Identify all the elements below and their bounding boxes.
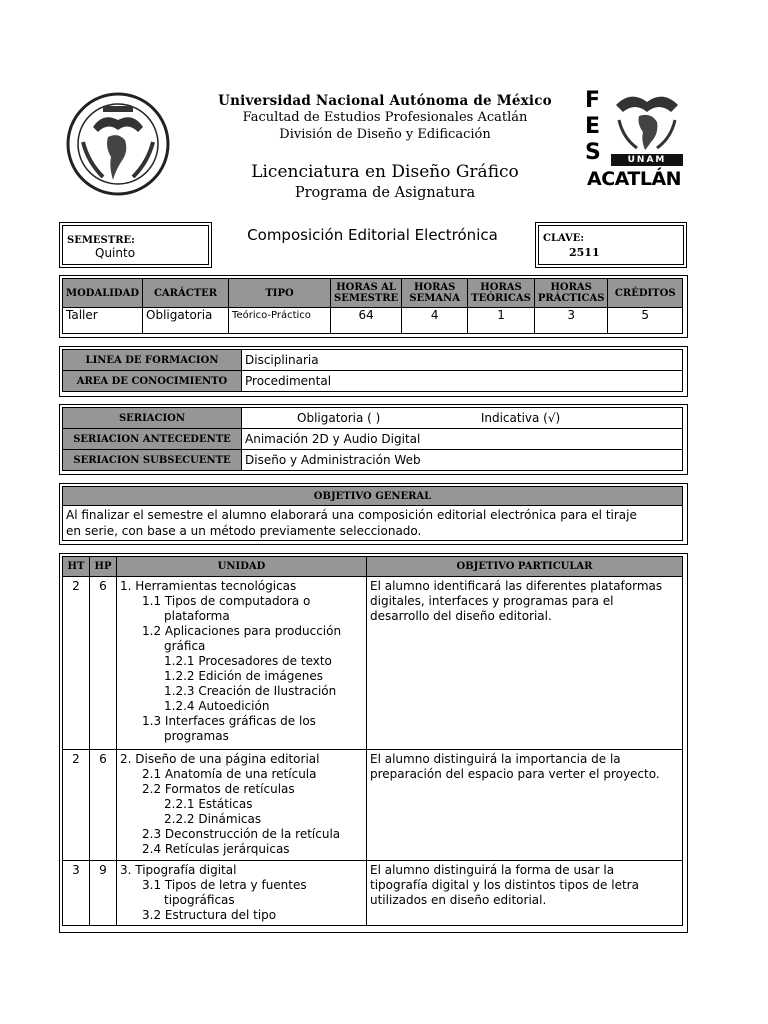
objective-line: El alumno distinguirá la importancia de la [370,752,621,766]
header-horas-semana: HORAS SEMANA [402,279,468,308]
seriacion-table [62,407,683,471]
antecedente-label: SERIACION ANTECEDENTE [63,429,242,450]
ht-value: 2 [63,577,90,750]
seriacion-obligatoria: Obligatoria ( ) [297,410,381,425]
unit-line: 2. Diseño de una página editorial [120,752,320,766]
table-row [63,750,683,861]
seriacion-indicativa: Indicativa (√) [480,410,561,425]
table-row [63,577,683,750]
seriacion-label: SERIACION [63,408,242,429]
header-modalidad: MODALIDAD [63,279,143,308]
clave-label: CLAVE: [543,233,585,244]
unit-line: 3. Tipografía digital [120,863,237,877]
unit-line: 3.1 Tipos de letra y fuentes [142,878,307,892]
unam-badge: UNAM [611,154,683,166]
university-name: Universidad Nacional Autónoma de México [218,93,552,109]
attributes-table [62,278,683,334]
unit-line: programas [164,729,229,743]
objective-table [62,486,683,541]
objective-label: OBJETIVO GENERAL [63,487,683,506]
unit-line: 1.2.2 Edición de imágenes [164,669,324,683]
objective-line: tipografía digital y los distintos tipos de letra [370,878,639,892]
unit-line: 1.2.1 Procesadores de texto [164,654,332,668]
unit-line: 1.2 Aplicaciones para producción [142,624,342,638]
header-horas-semestre: HORAS AL SEMESTRE [331,279,402,308]
logo-letter-e: E [585,114,601,139]
program-name: Programa de Asignatura [294,185,476,201]
unit-line: plataforma [164,609,230,623]
subsecuente-label: SERIACION SUBSECUENTE [63,450,242,471]
unam-seal-logo [63,92,173,197]
units-table [62,556,683,926]
value-creditos: 5 [608,308,683,334]
semester-value: Quinto [95,246,136,260]
value-horas-teoricas: 1 [468,308,535,334]
header-horas-teoricas: HORAS TEÓRICAS [468,279,535,308]
area-label: AREA DE CONOCIMIENTO [63,371,242,392]
unit-line: gráfica [164,639,206,653]
campus-name: ACATLÁN [587,168,682,190]
objective-text-line-2: en serie, con base a un método previamente seleccionado. [66,524,422,538]
objective-text-line-1: Al finalizar el semestre el alumno elaborará una composición editorial electrónica para el tiraje [66,508,637,522]
linea-value: Disciplinaria [242,350,683,371]
value-tipo: Teórico-Práctico [229,308,331,334]
header-caracter: CARÁCTER [143,279,229,308]
unit-line: 2.3 Deconstrucción de la retícula [142,827,341,841]
degree-name: Licenciatura en Diseño Gráfico [251,162,519,182]
area-value: Procedimental [242,371,683,392]
eagle-icon [611,90,683,152]
logo-letter-f: F [585,88,601,113]
hp-value: 6 [90,750,117,861]
header-hp: HP [90,557,117,577]
header-ht: HT [63,557,90,577]
semester-label: SEMESTRE: [67,235,135,246]
value-modalidad: Taller [63,308,143,334]
value-horas-practicas: 3 [534,308,608,334]
fes-acatlan-logo [585,88,685,200]
antecedente-value: Animación 2D y Audio Digital [242,429,683,450]
clave-box [535,222,687,268]
unit-line: 1.1 Tipos de computadora o [142,594,311,608]
clave-value: 2511 [569,246,600,259]
unit-line: 1.3 Interfaces gráficas de los [142,714,316,728]
unit-line: 2.1 Anatomía de una retícula [142,767,317,781]
table-row [63,861,683,926]
logo-letter-s: S [585,140,601,165]
unit-line: 3.2 Estructura del tipo [142,908,277,922]
objective-line: digitales, interfaces y programas para el [370,594,614,608]
objective-line: preparación del espacio para verter el proyecto. [370,767,660,781]
hp-value: 9 [90,861,117,926]
unit-line: 1.2.3 Creación de Ilustración [164,684,337,698]
linea-label: LINEA DE FORMACION [63,350,242,371]
objective-line: utilizados en diseño editorial. [370,893,547,907]
faculty-name: Facultad de Estudios Profesionales Acatlán [242,110,528,125]
semester-box [59,222,212,268]
unit-line: tipográficas [164,893,235,907]
header-objetivo-particular: OBJETIVO PARTICULAR [367,557,683,577]
unit-line: 2.2.1 Estáticas [164,797,253,811]
objective-line: desarrollo del diseño editorial. [370,609,552,623]
header-horas-practicas: HORAS PRÁCTICAS [534,279,608,308]
value-caracter: Obligatoria [143,308,229,334]
course-title: Composición Editorial Electrónica [247,226,498,244]
header-creditos: CRÉDITOS [608,279,683,308]
unit-line: 2.2 Formatos de retículas [142,782,295,796]
subsecuente-value: Diseño y Administración Web [242,450,683,471]
objective-line: El alumno distinguirá la forma de usar la [370,863,615,877]
value-horas-semana: 4 [402,308,468,334]
ht-value: 2 [63,750,90,861]
objective-line: El alumno identificará las diferentes plataformas [370,579,663,593]
formation-table [62,349,683,392]
header-unidad: UNIDAD [117,557,367,577]
unit-line: 1.2.4 Autoedición [164,699,270,713]
value-horas-semestre: 64 [331,308,402,334]
ht-value: 3 [63,861,90,926]
unit-line: 1. Herramientas tecnológicas [120,579,297,593]
hp-value: 6 [90,577,117,750]
unit-line: 2.2.2 Dinámicas [164,812,262,826]
unit-line: 2.4 Retículas jerárquicas [142,842,290,856]
division-name: División de Diseño y Edificación [279,127,491,142]
header-tipo: TIPO [229,279,331,308]
